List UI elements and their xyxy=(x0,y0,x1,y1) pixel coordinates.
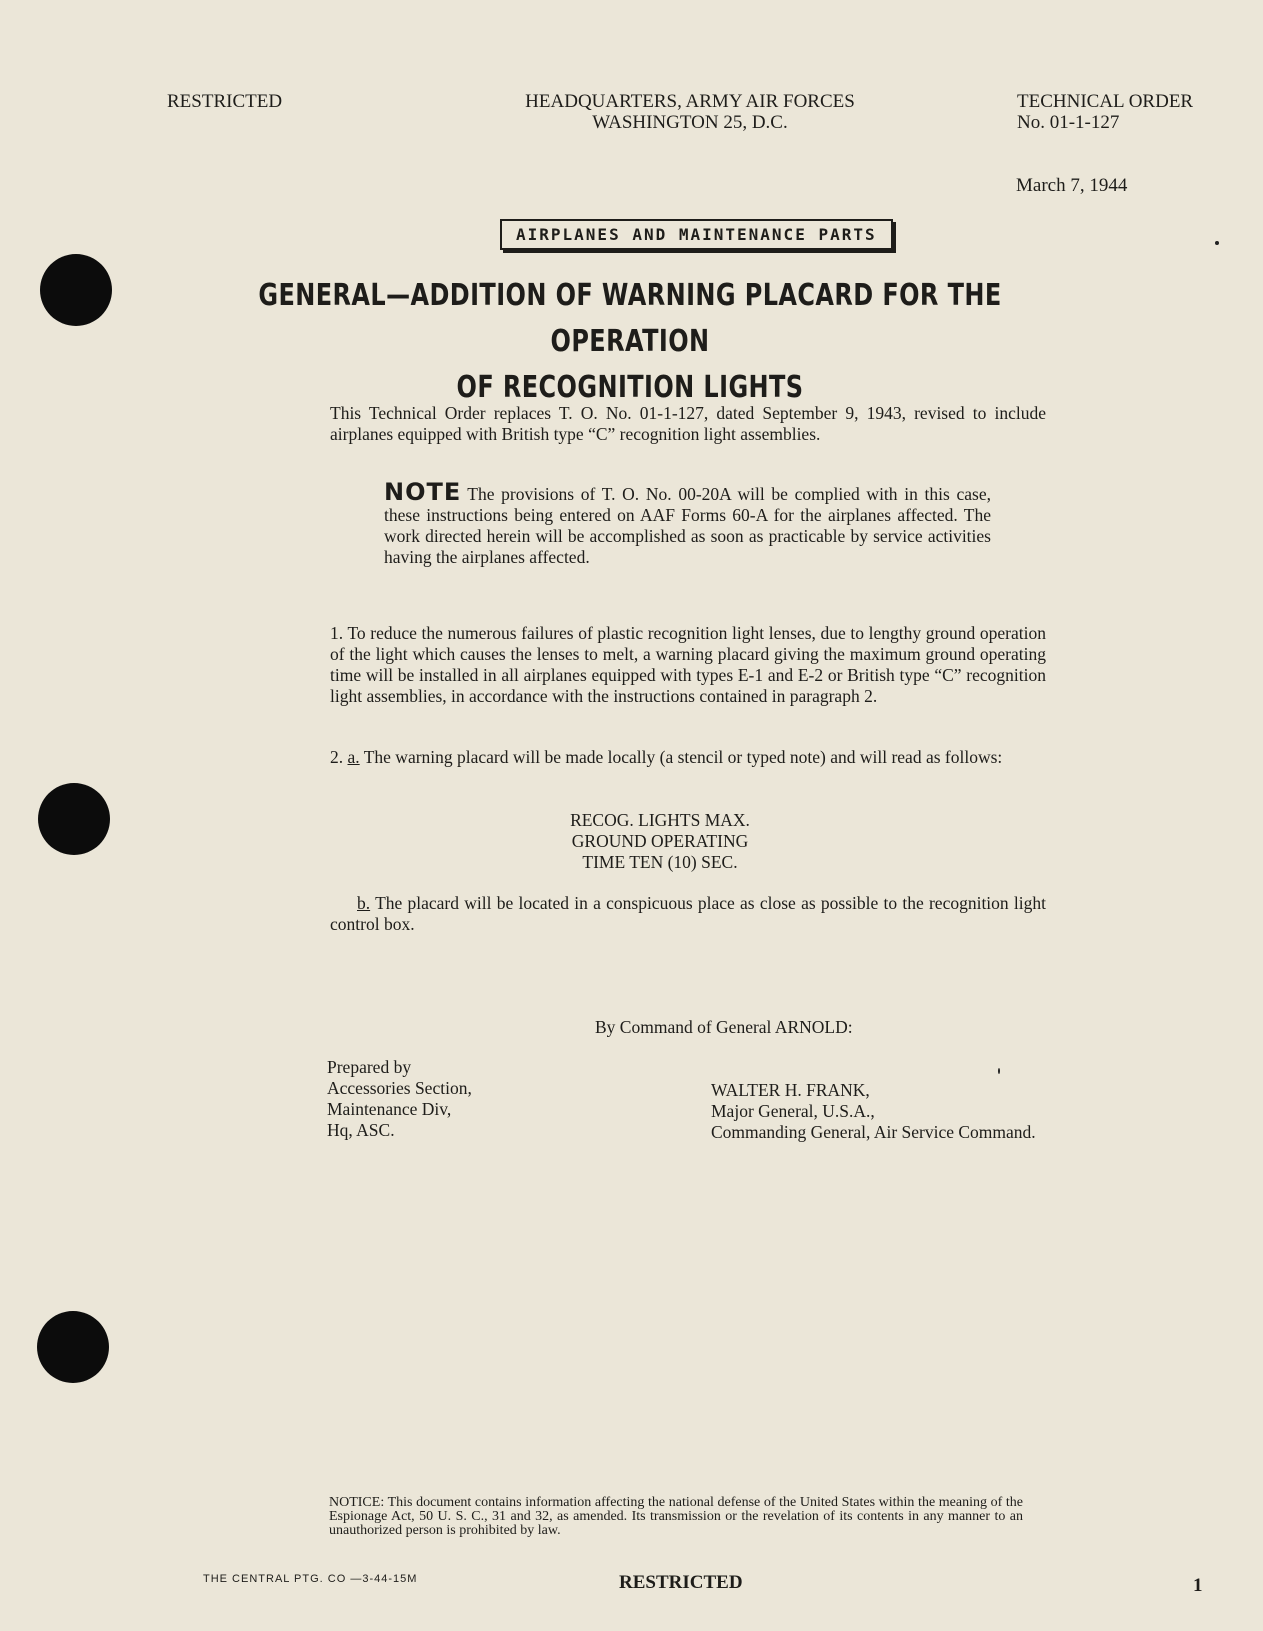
printer-imprint: THE CENTRAL PTG. CO —3-44-15M xyxy=(203,1573,418,1585)
placard-line-1: RECOG. LIGHTS MAX. xyxy=(570,810,750,830)
document-title xyxy=(230,273,1030,411)
note-block xyxy=(384,478,991,568)
paragraph-1-number: 1. xyxy=(330,623,344,643)
placard-text xyxy=(530,810,790,873)
placard-line-3: TIME TEN (10) SEC. xyxy=(582,852,738,872)
title-line-2: OF RECOGNITION LIGHTS xyxy=(456,370,804,405)
espionage-notice: NOTICE: This document contains information affecting the national defense of the United States within the meaning of the Espionage Act, 50 U. S. C., 31 and 32, as amended. Its transmission or the revelation of its contents in any manner to an unauthorized person is prohibited by law. xyxy=(329,1495,1023,1538)
paragraph-2a xyxy=(330,747,1046,768)
paragraph-2b-text: The placard will be located in a conspicuous place as close as possible to the recognition light control box. xyxy=(330,893,1047,934)
paragraph-2b xyxy=(330,893,1046,935)
paragraph-1 xyxy=(330,623,1046,707)
signature-block xyxy=(711,1080,1036,1143)
paragraph-2-number: 2. xyxy=(330,747,344,767)
paper-speck xyxy=(998,1068,1000,1074)
placard-line-2: GROUND OPERATING xyxy=(571,831,749,851)
prepared-by-block xyxy=(327,1057,472,1141)
footer-classification: RESTRICTED xyxy=(619,1572,743,1593)
note-text: The provisions of T. O. No. 00-20A will be complied with in this case, these instructions being entered on AAF Forms 60-A for the airplanes affected. The work directed herein will be accomplished as soon as practicable by service activities having the airplanes affected. xyxy=(384,484,991,567)
punch-hole-bottom xyxy=(37,1311,109,1383)
prepared-line-3: Maintenance Div, xyxy=(327,1099,452,1119)
signature-rank: Major General, U.S.A., xyxy=(711,1101,875,1121)
title-line-1: GENERAL—ADDITION OF WARNING PLACARD FOR THE OPERATION xyxy=(258,278,1002,359)
hq-line-1: HEADQUARTERS, ARMY AIR FORCES xyxy=(525,91,855,112)
punch-hole-middle xyxy=(38,783,110,855)
command-line: By Command of General ARNOLD: xyxy=(595,1017,853,1037)
paragraph-2a-text: The warning placard will be made locally (a stencil or typed note) and will read as follows: xyxy=(363,747,1003,767)
paper-speck xyxy=(1215,241,1219,245)
header-classification: RESTRICTED xyxy=(167,91,283,112)
prepared-line-1: Prepared by xyxy=(327,1057,412,1077)
note-label: NOTE xyxy=(384,478,462,506)
category-label-box: AIRPLANES AND MAINTENANCE PARTS xyxy=(500,219,893,250)
header-technical-order xyxy=(1017,91,1193,133)
intro-paragraph: This Technical Order replaces T. O. No. 01-1-127, dated September 9, 1943, revised to include airplanes equipped with British type “C” recognition light assemblies. xyxy=(330,403,1046,444)
technical-order-number: No. 01-1-127 xyxy=(1017,112,1120,133)
paragraph-1-text: To reduce the numerous failures of plastic recognition light lenses, due to lengthy ground operation of the light which causes the lenses to melt, a warning placard giving the maximum ground operating time will be installed in all airplanes equipped with types E-1 and E-2 or British type “C” recognition light assemblies, in accordance with the instructions contained in paragraph 2. xyxy=(330,623,1046,706)
header-date: March 7, 1944 xyxy=(1016,175,1128,196)
punch-hole-top xyxy=(40,254,112,326)
page-number: 1 xyxy=(1193,1575,1203,1596)
header-headquarters xyxy=(480,91,900,133)
paragraph-2b-letter: b. xyxy=(357,893,371,913)
technical-order-label: TECHNICAL ORDER xyxy=(1017,91,1194,112)
prepared-line-4: Hq, ASC. xyxy=(327,1120,395,1140)
signature-name: WALTER H. FRANK, xyxy=(711,1080,870,1100)
paragraph-2a-letter: a. xyxy=(347,747,360,767)
prepared-line-2: Accessories Section, xyxy=(327,1078,472,1098)
hq-line-2: WASHINGTON 25, D.C. xyxy=(592,112,788,133)
signature-title: Commanding General, Air Service Command. xyxy=(711,1122,1036,1142)
